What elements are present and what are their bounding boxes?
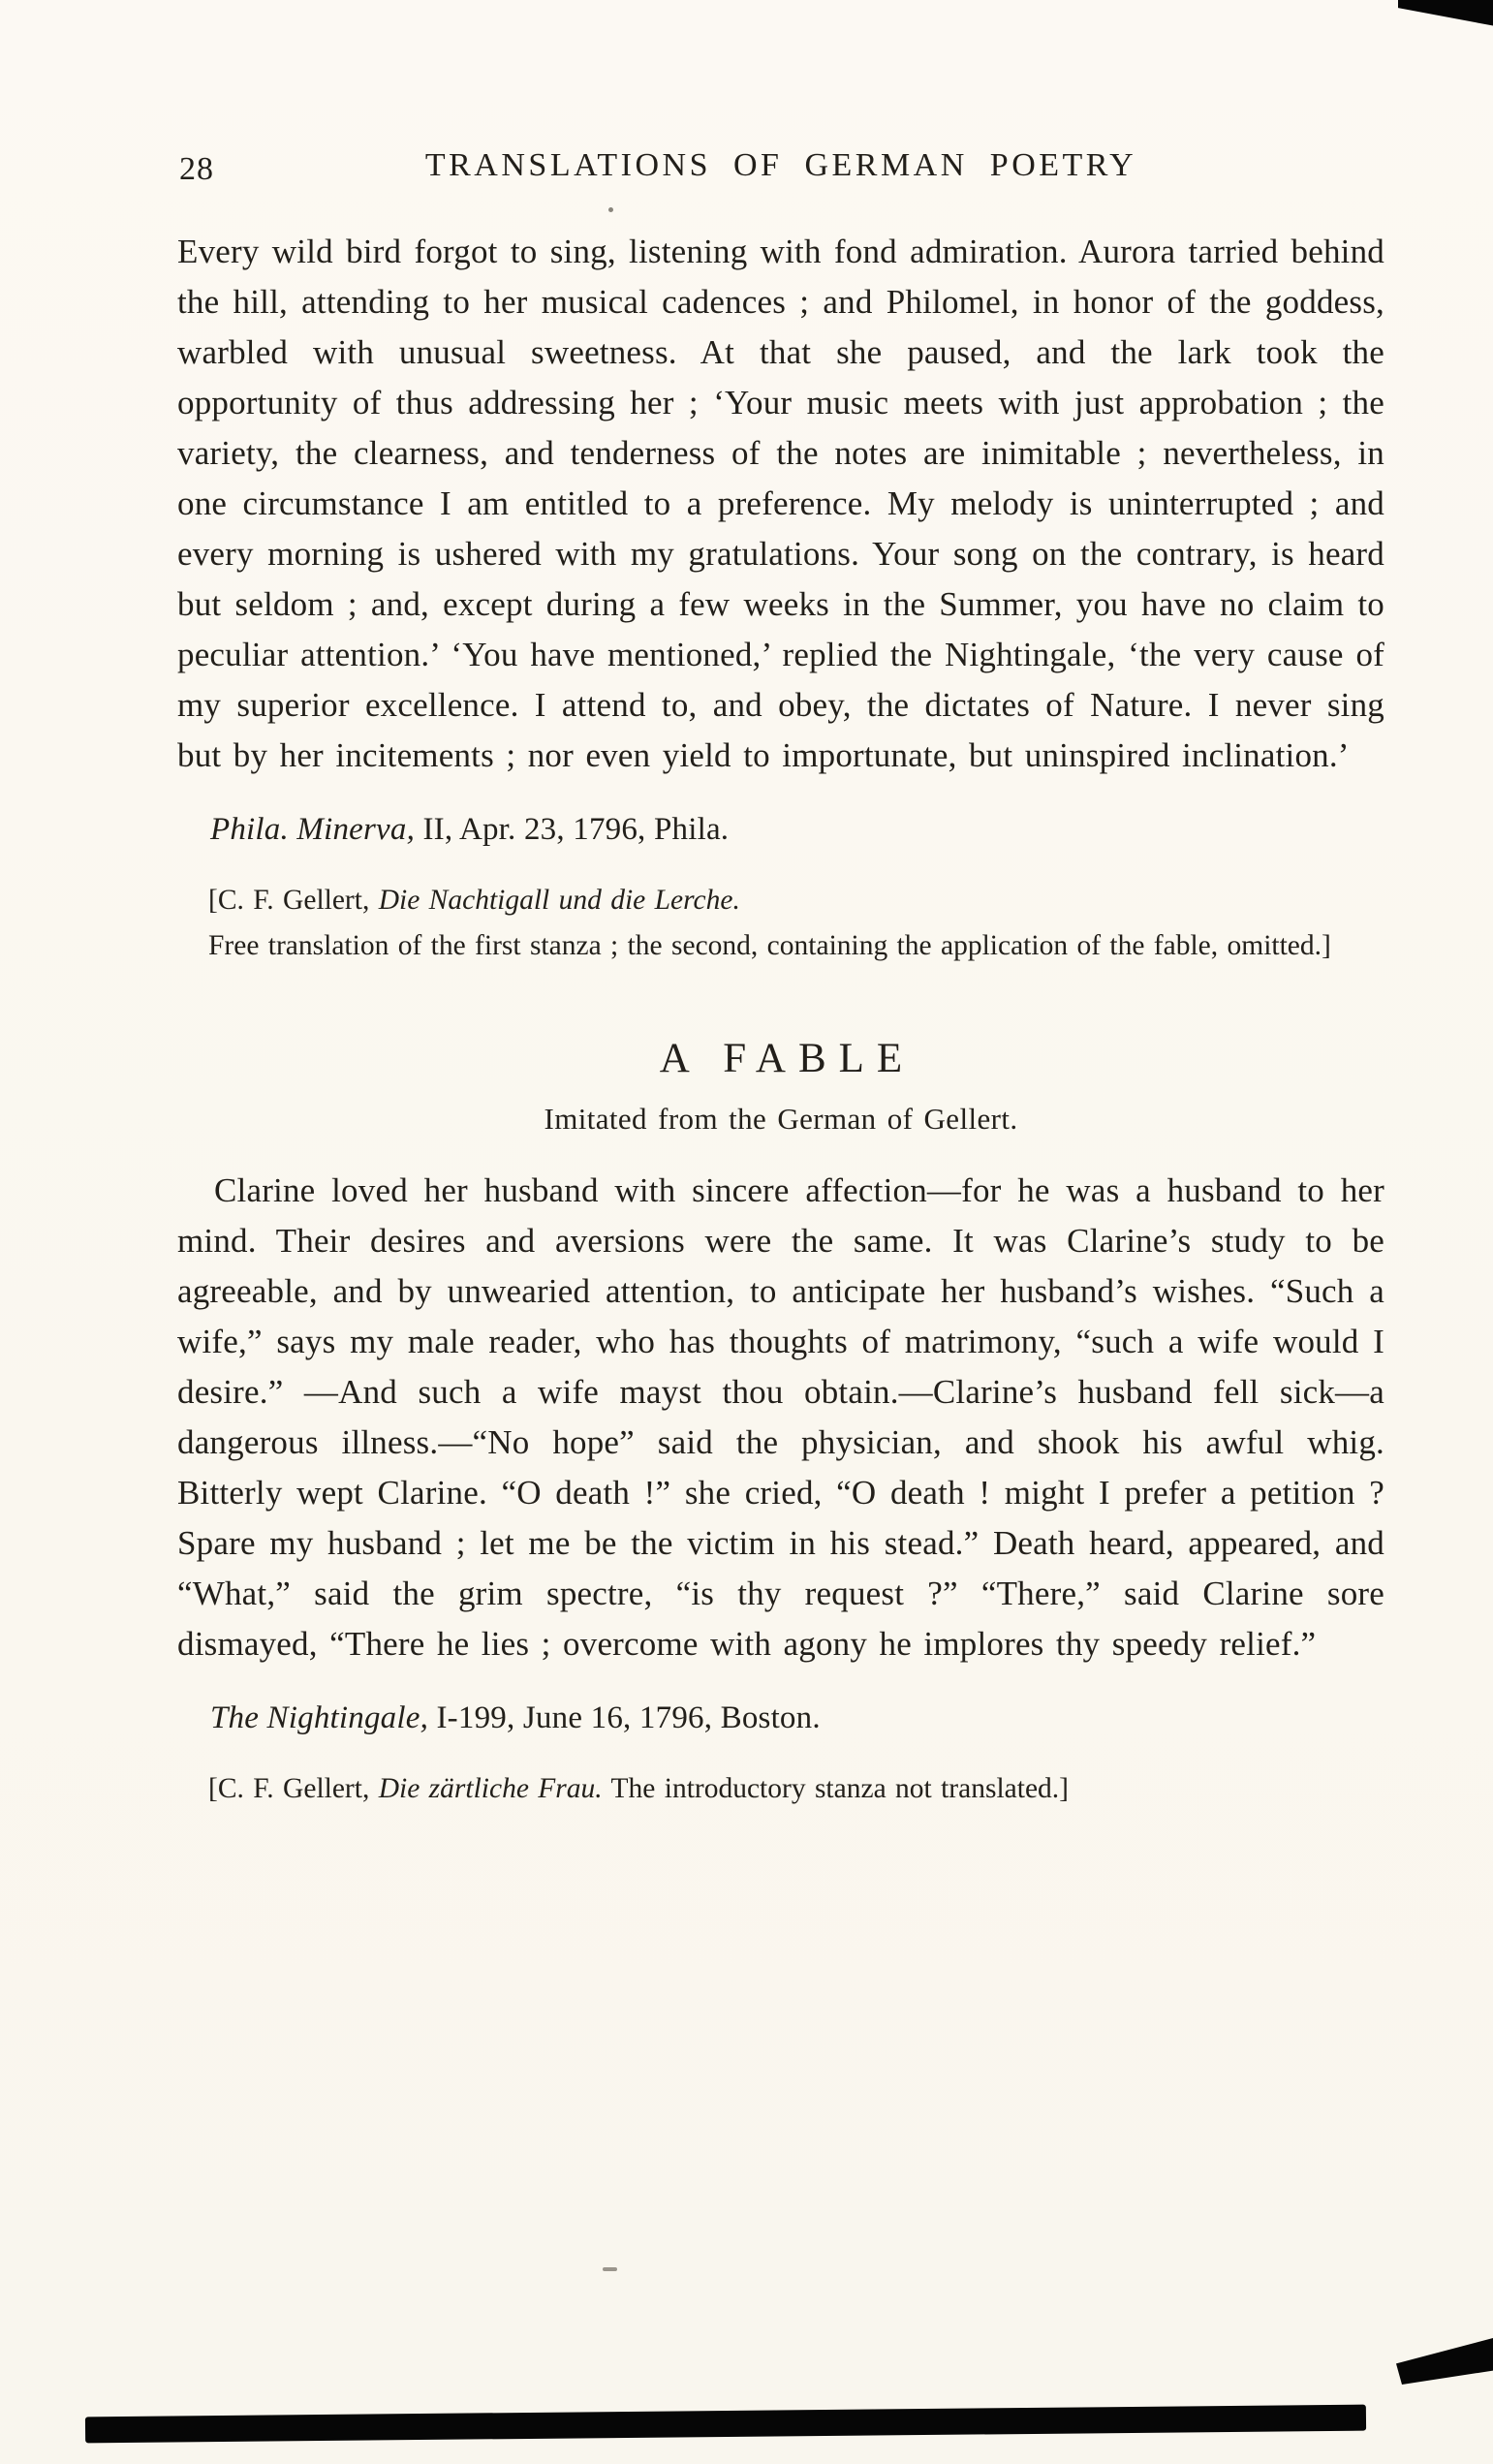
note-german-title: Die zärtliche Frau. [378, 1773, 603, 1804]
citation-source-title: The Nightingale, [210, 1700, 429, 1735]
section-title: A FABLE [659, 1036, 916, 1081]
note-body-text: The introductory stanza not translated.] [602, 1773, 1069, 1804]
paragraph-nightingale-fable: Every wild bird forgot to sing, listening with fond admiration. Aurora tarried behind the hill, attending to her musical cadences ; and Philomel, in honor of the goddess, warbled with unusual sweetness. At that she paused, and the lark took the opportunity of thus addressing her ; ‘Your music meets with just approbation ; the variety, the clearness, and tenderness of the notes are inimitable ; nevertheless, in one circumstance I am entitled to a preference. My melody is uninterrupted ; and every morning is ushered with my gratulations. Your song on the contrary, is heard but seldom ; and, except during a few weeks in the Summer, you have no claim to peculiar attention.’ ‘You have mentioned,’ replied the Nightingale, ‘the very cause of my superior excellence. I attend to, and obey, the dictates of Nature. I never sing but by her incitements ; nor even yield to importunate, but uninspired inclination.’ [177, 233, 1384, 774]
scan-artifact-bottom-bar [85, 2405, 1366, 2444]
editorial-note-nightingale [177, 878, 1384, 969]
note-attribution-prefix: [C. F. Gellert, [208, 1773, 379, 1804]
note-body-line: Free translation of the first stanza ; the second, containing the application of the fable, omitted.] [208, 930, 1331, 961]
citation-details: I-199, June 16, 1796, Boston. [428, 1700, 821, 1735]
editorial-note-fable [177, 1766, 1384, 1812]
citation-the-nightingale [210, 1695, 1384, 1741]
citation-details: II, Apr. 23, 1796, Phila. [415, 812, 730, 847]
note-attribution-prefix: [C. F. Gellert, [208, 885, 379, 916]
section-subtitle: Imitated from the German of Gellert. [544, 1102, 1018, 1136]
note-attribution-line [177, 1766, 1384, 1812]
paragraph-fable-clarine: Clarine loved her husband with sincere affection—for he was a husband to her mind. Their desires and aversions were the same. It was Clarine’s study to be agreeable, and by unwearied attention, to anticipate her husband’s wishes. “Such a wife,” says my male reader, who has thoughts of matrimony, “such a wife would I desire.” —And such a wife mayst thou obtain.—Clarine’s husband fell sick—a dangerous illness.—“No hope” said the physician, and shook his awful whig. Bitterly wept Clarine. “O death !” she cried, “O death ! might I prefer a petition ? Spare my husband ; let me be the victim in his stead.” Death heard, appeared, and “What,” said the grim spectre, “is thy request ?” “There,” said Clarine sore dismayed, “There he lies ; overcome with agony he implores thy speedy relief.” [177, 1171, 1384, 1663]
running-title: TRANSLATIONS OF GERMAN POETRY [424, 147, 1137, 183]
scan-artifact-top-right [1398, 0, 1493, 33]
running-head [177, 147, 1384, 194]
note-german-title: Die Nachtigall und die Lerche. [378, 885, 740, 916]
scan-speck-bottom [603, 2267, 617, 2271]
page-content [177, 147, 1384, 1812]
citation-source-title: Phila. Minerva, [210, 812, 416, 847]
citation-phila-minerva [210, 806, 1384, 853]
scan-artifact-bottom-right [1396, 2338, 1493, 2385]
page-number: 28 [179, 151, 214, 187]
note-attribution-line [177, 878, 1384, 923]
